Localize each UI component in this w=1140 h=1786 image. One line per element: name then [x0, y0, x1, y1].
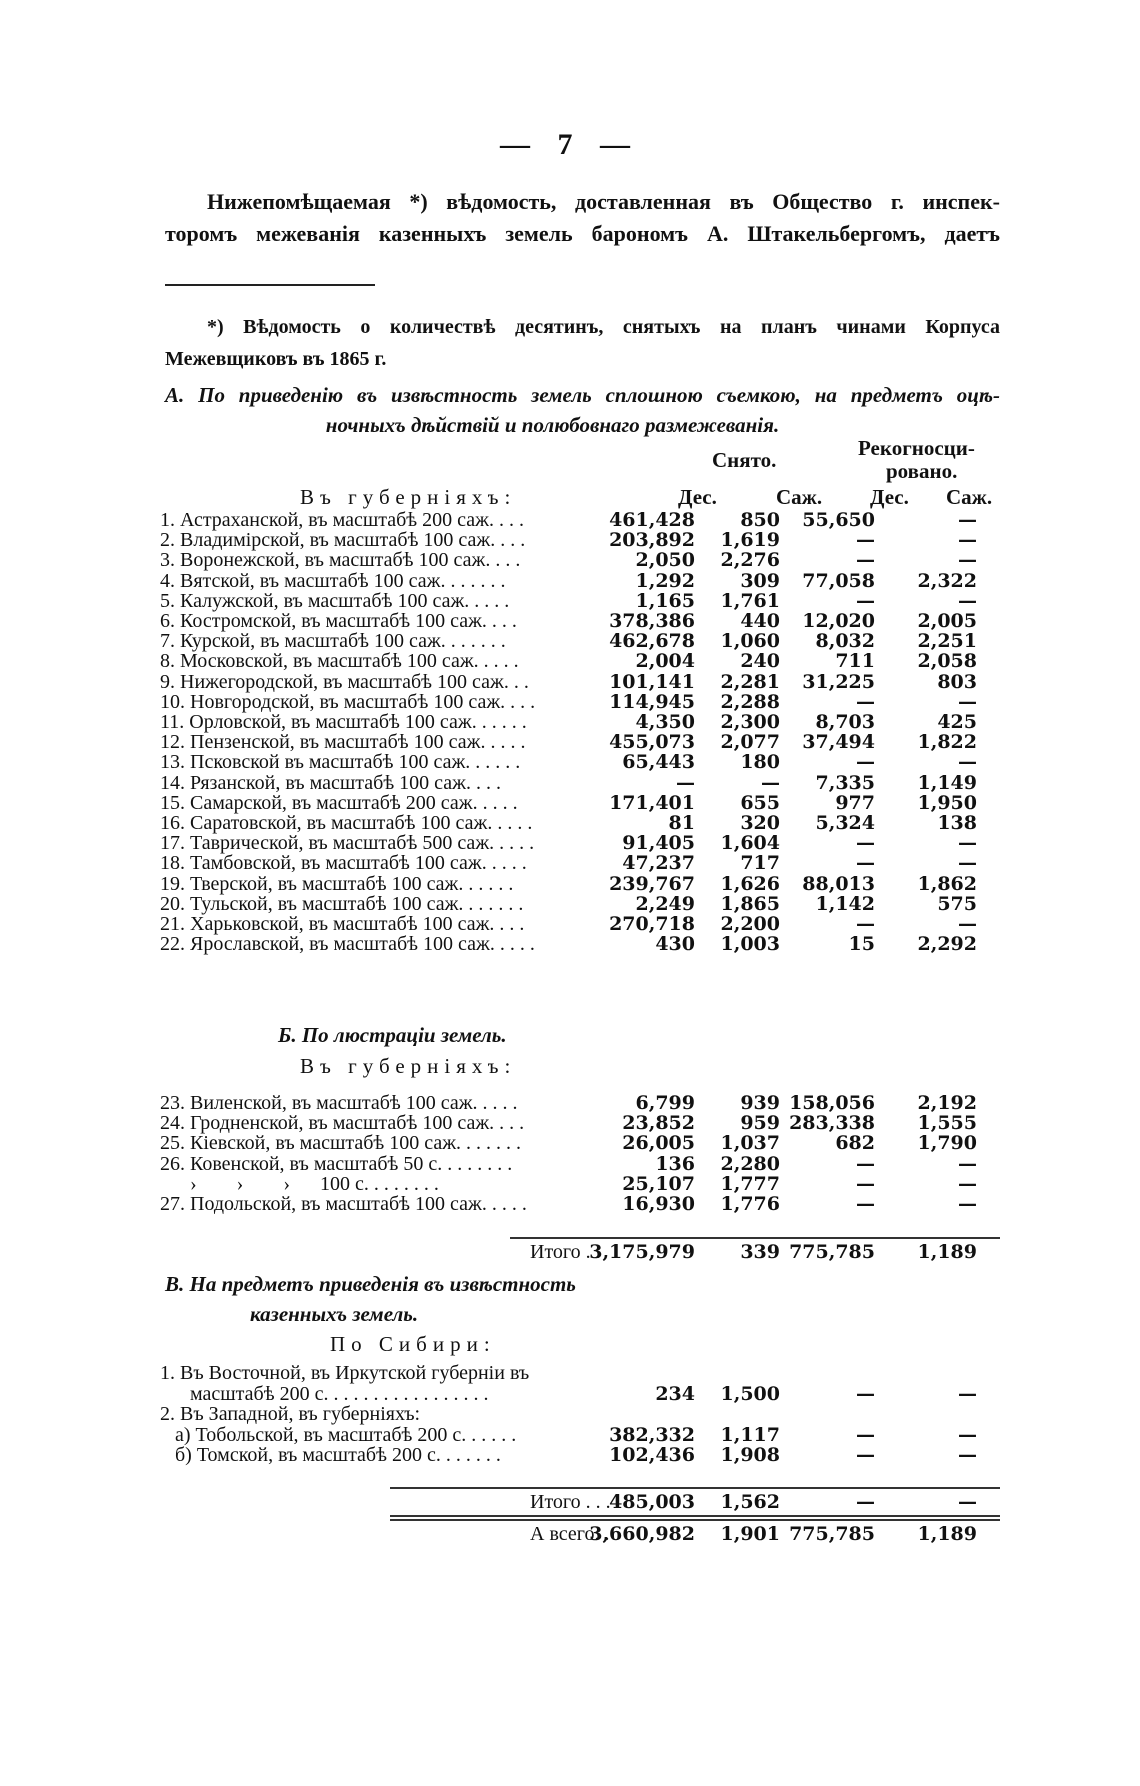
- row-label: 2. Владимірской, въ масштабѣ 100 саж. . . .: [160, 529, 526, 552]
- header-des-2: Дес.: [870, 485, 909, 509]
- row-label: Итого . . .: [530, 1491, 611, 1513]
- row-label: 21. Харьковской, въ масштабѣ 100 саж. . . .: [160, 913, 525, 935]
- intro-paragraph: [165, 186, 1000, 250]
- cell-c2: 309: [740, 569, 780, 592]
- total-row: [160, 1491, 1000, 1514]
- row-label: 1. Въ Восточной, въ Иркутской губерніи въ: [160, 1362, 530, 1384]
- cell-c2: 1,908: [720, 1444, 780, 1466]
- cell-c3: —: [856, 529, 875, 552]
- cell-c4: 2,322: [917, 569, 977, 592]
- cell-c4: 138: [937, 812, 977, 834]
- row-label: 19. Тверской, въ масштабѣ 100 саж. . . . . .: [160, 872, 514, 895]
- grand-total-divider-2: [390, 1519, 1000, 1521]
- row-label: А всего. .: [530, 1523, 610, 1545]
- section-v-line-1: В. На предметъ приведенія въ извѣстность: [165, 1272, 576, 1296]
- row-label: а) Тобольской, въ масштабѣ 200 с. . . . . .: [160, 1423, 517, 1446]
- cell-c1: 23,852: [622, 1112, 695, 1135]
- cell-c1: 102,436: [609, 1444, 695, 1466]
- header-sazh-2: Саж.: [946, 485, 993, 509]
- cell-c1: 6,799: [635, 1092, 695, 1114]
- row-label: Итого . .: [530, 1241, 601, 1263]
- section-b-title: Б. По люстраціи земель.: [278, 1023, 507, 1047]
- cell-c1: 1,292: [635, 569, 695, 592]
- cell-c4: 2,058: [917, 650, 977, 673]
- cell-c2: 1,604: [720, 832, 780, 855]
- cell-c3: 8,703: [815, 711, 875, 733]
- header-des: Дес.: [678, 485, 717, 509]
- cell-c4: —: [958, 852, 977, 875]
- cell-c3: 977: [835, 791, 875, 814]
- cell-c1: 485,003: [609, 1491, 695, 1513]
- cell-c2: 959: [740, 1112, 780, 1135]
- cell-c4: —: [958, 509, 977, 531]
- header-rekog-1: Рекогносци-: [858, 436, 975, 460]
- total-row: [160, 1241, 1000, 1264]
- cell-c3: —: [856, 549, 875, 572]
- row-label: 16. Саратовской, въ масштабѣ 100 саж. . . . .: [160, 812, 533, 834]
- cell-c3: —: [856, 1193, 875, 1215]
- cell-c4: —: [958, 1491, 977, 1513]
- cell-c3: —: [856, 1423, 875, 1446]
- cell-c3: —: [856, 1382, 875, 1405]
- table-row: [160, 1193, 1000, 1216]
- cell-c3: 682: [835, 1132, 875, 1155]
- footnote: [165, 311, 1000, 375]
- cell-c2: 2,200: [720, 913, 780, 935]
- row-label: 23. Виленской, въ масштабѣ 100 саж. . . . .: [160, 1092, 518, 1114]
- cell-c1: 239,767: [609, 872, 695, 895]
- cell-c3: 1,142: [815, 892, 875, 915]
- cell-c3: 55,650: [802, 509, 875, 531]
- cell-c3: 88,013: [802, 872, 875, 895]
- row-label: б) Томской, въ масштабѣ 200 с. . . . . . .: [160, 1444, 501, 1466]
- cell-c2: 1,562: [720, 1491, 780, 1513]
- cell-c4: 1,149: [917, 771, 977, 794]
- grand-total-row: [160, 1523, 1000, 1546]
- cell-c2: 2,280: [720, 1152, 780, 1175]
- cell-c1: 455,073: [609, 731, 695, 754]
- cell-c2: 1,037: [720, 1132, 780, 1155]
- cell-c2: 1,626: [720, 872, 780, 895]
- row-label: 17. Таврической, въ масштабѣ 500 саж. . . . .: [160, 832, 535, 855]
- cell-c1: 25,107: [622, 1172, 695, 1195]
- cell-c4: 2,005: [917, 610, 977, 632]
- cell-c3: 15: [848, 933, 875, 956]
- row-label: масштабѣ 200 с. . . . . . . . . . . . . . . . .: [160, 1382, 489, 1405]
- cell-c1: —: [676, 771, 695, 794]
- cell-c2: 2,077: [720, 731, 780, 754]
- cell-c3: —: [856, 751, 875, 774]
- cell-c1: 2,249: [635, 892, 695, 915]
- cell-c3: —: [856, 690, 875, 713]
- cell-c4: 2,192: [917, 1092, 977, 1114]
- row-label: 20. Тульской, въ масштабѣ 100 саж. . . . . . .: [160, 892, 524, 915]
- cell-c4: —: [958, 1193, 977, 1215]
- table-row: [160, 933, 1000, 956]
- grand-total-divider-1: [390, 1515, 1000, 1517]
- cell-c4: —: [958, 1152, 977, 1175]
- cell-c4: —: [958, 1423, 977, 1446]
- cell-c2: 939: [740, 1092, 780, 1114]
- cell-c1: 378,386: [609, 610, 695, 632]
- row-label: 25. Кіевской, въ масштабѣ 100 саж. . . . . . .: [160, 1132, 522, 1155]
- cell-c1: 171,401: [609, 791, 695, 814]
- cell-c2: 717: [740, 852, 780, 875]
- cell-c4: 575: [937, 892, 977, 915]
- row-label: 14. Рязанской, въ масштабѣ 100 саж. . . .: [160, 771, 501, 794]
- section-v-subtitle: По Сибири:: [330, 1332, 496, 1356]
- cell-c3: —: [856, 913, 875, 935]
- cell-c3: 775,785: [789, 1523, 875, 1545]
- footnote-divider: [165, 284, 375, 286]
- cell-c2: 1,619: [720, 529, 780, 552]
- row-label: 15. Самарской, въ масштабѣ 200 саж. . . . .: [160, 791, 518, 814]
- row-label: 26. Ковенской, въ масштабѣ 50 с. . . . . . . .: [160, 1152, 513, 1175]
- cell-c2: 2,276: [720, 549, 780, 572]
- cell-c1: 234: [655, 1382, 695, 1405]
- intro-line-1: Нижепомѣщаемая *) вѣдомость, доставленная въ Общество г. инспек-: [207, 189, 1000, 214]
- row-label: 9. Нижегородской, въ масштабѣ 100 саж. . .: [160, 670, 529, 693]
- cell-c3: —: [856, 1152, 875, 1175]
- row-label: 11. Орловской, въ масштабѣ 100 саж. . . . . .: [160, 711, 527, 733]
- section-a-line-1: А. По приведенію въ извѣстность земель сплошною съемкою, на предметъ оцѣ-: [165, 383, 1000, 407]
- page-number: — 7 —: [500, 128, 640, 161]
- cell-c3: 711: [835, 650, 875, 673]
- cell-c2: 320: [740, 812, 780, 834]
- cell-c4: 1,189: [917, 1523, 977, 1545]
- cell-c2: 655: [740, 791, 780, 814]
- cell-c4: 425: [937, 711, 977, 733]
- row-label: 12. Пензенской, въ масштабѣ 100 саж. . . . .: [160, 731, 526, 754]
- header-snyato: Снято.: [712, 448, 777, 472]
- cell-c2: 850: [740, 509, 780, 531]
- cell-c1: 114,945: [609, 690, 695, 713]
- cell-c4: 2,292: [917, 933, 977, 956]
- cell-c1: 462,678: [609, 630, 695, 653]
- cell-c1: 430: [655, 933, 695, 956]
- row-label: 10. Новгородской, въ масштабѣ 100 саж. . . .: [160, 690, 536, 713]
- footnote-line-2: Межевщиковъ въ 1865 г.: [165, 348, 387, 370]
- cell-c1: 47,237: [622, 852, 695, 875]
- cell-c3: 7,335: [815, 771, 875, 794]
- cell-c3: 77,058: [802, 569, 875, 592]
- cell-c4: —: [958, 1172, 977, 1195]
- cell-c2: 1,865: [720, 892, 780, 915]
- cell-c3: —: [856, 1172, 875, 1195]
- cell-c4: —: [958, 1382, 977, 1405]
- header-gubernii: Въ губерніяхъ:: [300, 485, 517, 509]
- cell-c3: —: [856, 1444, 875, 1466]
- row-label: 24. Гродненской, въ масштабѣ 100 саж. . . .: [160, 1112, 525, 1135]
- cell-c3: 12,020: [802, 610, 875, 632]
- cell-c4: —: [958, 913, 977, 935]
- cell-c1: 101,141: [609, 670, 695, 693]
- cell-c2: 339: [740, 1241, 780, 1263]
- row-label: 3. Воронежской, въ масштабѣ 100 саж. . . .: [160, 549, 521, 572]
- cell-c4: 1,950: [917, 791, 977, 814]
- cell-c4: —: [958, 549, 977, 572]
- total-v-divider: [390, 1487, 1000, 1489]
- cell-c1: 136: [655, 1152, 695, 1175]
- row-label: 18. Тамбовской, въ масштабѣ 100 саж. . . . .: [160, 852, 527, 875]
- cell-c2: 440: [740, 610, 780, 632]
- cell-c3: —: [856, 832, 875, 855]
- row-label: 4. Вятской, въ масштабѣ 100 саж. . . . . . .: [160, 569, 506, 592]
- row-label: 27. Подольской, въ масштабѣ 100 саж. . . . .: [160, 1193, 527, 1215]
- cell-c4: —: [958, 589, 977, 612]
- cell-c4: 1,822: [917, 731, 977, 754]
- row-label: 5. Калужской, въ масштабѣ 100 саж. . . . .: [160, 589, 510, 612]
- cell-c3: —: [856, 852, 875, 875]
- cell-c4: —: [958, 832, 977, 855]
- cell-c4: 2,251: [917, 630, 977, 653]
- cell-c3: 5,324: [815, 812, 875, 834]
- cell-c4: 1,555: [917, 1112, 977, 1135]
- row-label: 1. Астраханской, въ масштабѣ 200 саж. . . .: [160, 509, 524, 531]
- footnote-line-1: *) Вѣдомость о количествѣ десятинъ, снятыхъ на планъ чинами Корпуса: [207, 316, 1000, 338]
- cell-c2: 1,500: [720, 1382, 780, 1405]
- cell-c1: 81: [668, 812, 695, 834]
- cell-c2: 2,300: [720, 711, 780, 733]
- cell-c2: 180: [740, 751, 780, 774]
- section-a-line-2: ночныхъ дѣйствій и полюбовнаго размежеванія.: [325, 413, 780, 437]
- cell-c4: 1,189: [917, 1241, 977, 1263]
- cell-c2: 1,117: [720, 1423, 780, 1446]
- cell-c3: 37,494: [802, 731, 875, 754]
- cell-c1: 382,332: [609, 1423, 695, 1446]
- row-label: 13. Псковской въ масштабѣ 100 саж. . . . . .: [160, 751, 521, 774]
- cell-c3: 8,032: [815, 630, 875, 653]
- cell-c4: —: [958, 751, 977, 774]
- section-a-heading: [165, 380, 1000, 440]
- cell-c4: 1,790: [917, 1132, 977, 1155]
- cell-c1: 16,930: [622, 1193, 695, 1215]
- row-label: 7. Курской, въ масштабѣ 100 саж. . . . . . .: [160, 630, 506, 653]
- cell-c1: 3,175,979: [589, 1241, 695, 1263]
- cell-c1: 203,892: [609, 529, 695, 552]
- cell-c1: 4,350: [635, 711, 695, 733]
- cell-c1: 1,165: [635, 589, 695, 612]
- cell-c2: 2,281: [720, 670, 780, 693]
- row-label: 8. Московской, въ масштабѣ 100 саж. . . . .: [160, 650, 519, 673]
- total-divider: [510, 1237, 1000, 1239]
- cell-c2: 1,776: [720, 1193, 780, 1215]
- cell-c2: 2,288: [720, 690, 780, 713]
- header-sazh: Саж.: [776, 485, 823, 509]
- cell-c3: —: [856, 1491, 875, 1513]
- cell-c2: 240: [740, 650, 780, 673]
- row-label: 6. Костромской, въ масштабѣ 100 саж. . . .: [160, 610, 517, 632]
- cell-c3: 31,225: [802, 670, 875, 693]
- cell-c4: 1,862: [917, 872, 977, 895]
- header-rekog-2: ровано.: [886, 459, 958, 483]
- intro-line-2: торомъ межеванія казенныхъ земель барономъ А. Штакельбергомъ, даетъ: [165, 221, 1000, 246]
- row-label: 22. Ярославской, въ масштабѣ 100 саж. . . . .: [160, 933, 535, 956]
- table-row: [160, 1444, 1000, 1467]
- cell-c2: 1,777: [720, 1172, 780, 1195]
- cell-c1: 26,005: [622, 1132, 695, 1155]
- cell-c1: 270,718: [609, 913, 695, 935]
- cell-c2: 1,060: [720, 630, 780, 653]
- cell-c1: 461,428: [609, 509, 695, 531]
- cell-c4: —: [958, 529, 977, 552]
- cell-c3: 283,338: [789, 1112, 875, 1135]
- cell-c4: —: [958, 690, 977, 713]
- cell-c2: 1,761: [720, 589, 780, 612]
- cell-c2: 1,901: [720, 1523, 780, 1545]
- cell-c1: 91,405: [622, 832, 695, 855]
- row-label: › › › 100 с. . . . . . . .: [160, 1172, 439, 1195]
- cell-c2: 1,003: [720, 933, 780, 956]
- row-label: 2. Въ Западной, въ губерніяхъ:: [160, 1403, 421, 1425]
- cell-c4: 803: [937, 670, 977, 693]
- cell-c4: —: [958, 1444, 977, 1466]
- section-v-line-2: казенныхъ земель.: [250, 1302, 419, 1326]
- cell-c1: 3,660,982: [589, 1523, 695, 1545]
- section-b-subtitle: Въ губерніяхъ:: [300, 1054, 517, 1078]
- cell-c1: 65,443: [622, 751, 695, 774]
- cell-c1: 2,050: [635, 549, 695, 572]
- cell-c3: 158,056: [789, 1092, 875, 1114]
- cell-c3: 775,785: [789, 1241, 875, 1263]
- cell-c2: —: [761, 771, 780, 794]
- cell-c1: 2,004: [635, 650, 695, 673]
- cell-c3: —: [856, 589, 875, 612]
